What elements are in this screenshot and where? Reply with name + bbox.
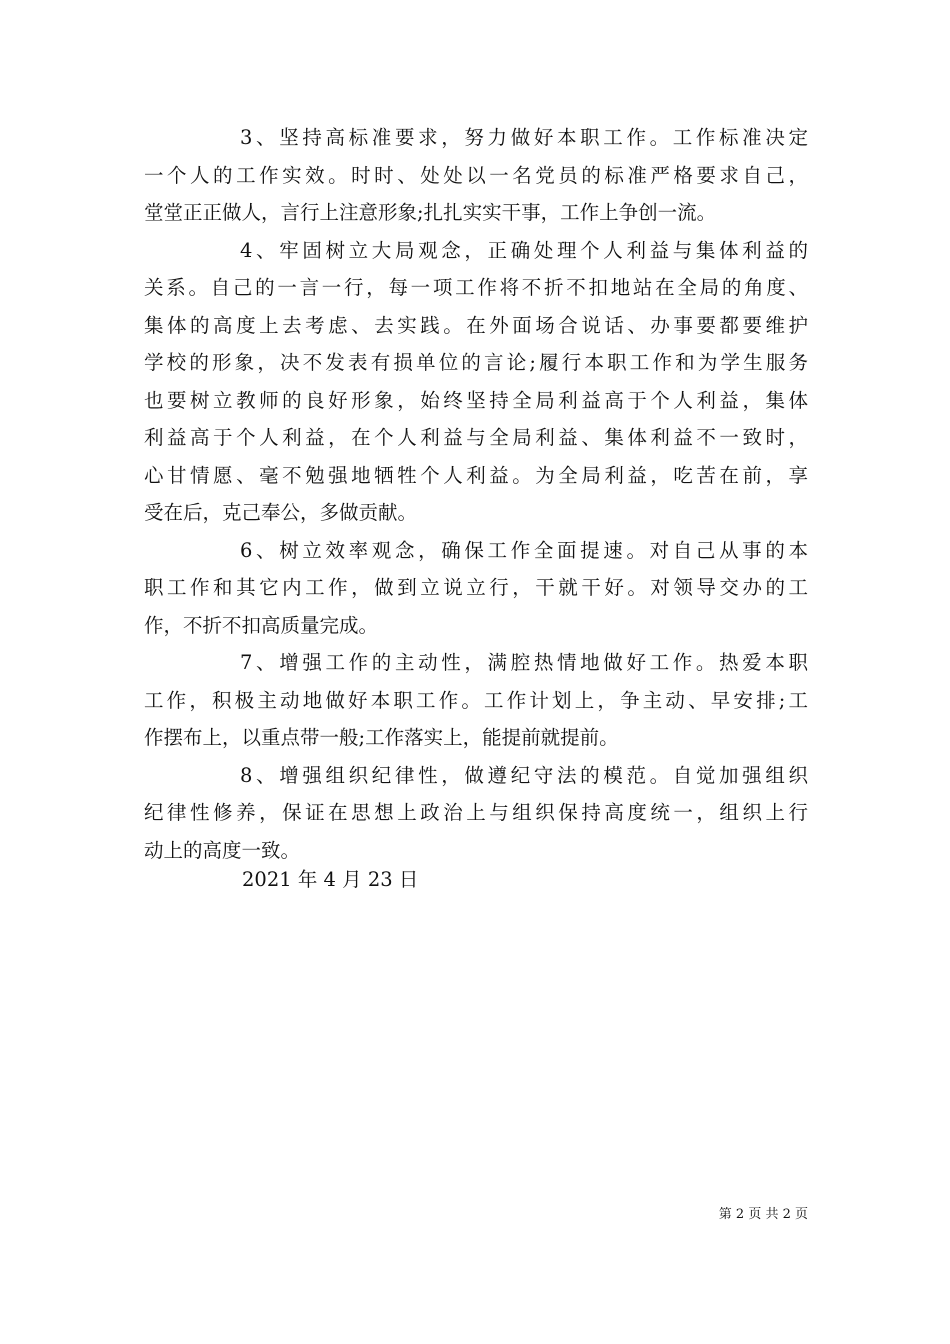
paragraph-line: 也要树立教师的良好形象，始终坚持全局利益高于个人利益，集体 [144,388,808,412]
paragraph-line: 职工作和其它内工作，做到立说立行，干就干好。对领导交办的工 [144,576,808,599]
paragraph-line: 作摆布上，以重点带一般;工作落实上，能提前就提前。 [144,726,619,749]
document-body [144,119,808,869]
paragraph-line: 4、牢固树立大局观念，正确处理个人利益与集体利益的 [240,238,808,262]
paragraph-line: 堂堂正正做人，言行上注意形象;扎扎实实干事，工作上争创一流。 [144,201,717,224]
paragraph-line: 3、坚持高标准要求，努力做好本职工作。工作标准决定 [240,126,808,149]
paragraph-line: 动上的高度一致。 [144,838,301,862]
paragraph-line: 作，不折不扣高质量完成。 [144,613,379,637]
paragraph-line: 8、增强组织纪律性，做遵纪守法的模范。自觉加强组织 [240,763,808,787]
paragraph-line: 集体的高度上去考虑、去实践。在外面场合说话、办事要都要维护 [144,313,808,337]
paragraph-line: 一个人的工作实效。时时、处处以一名党员的标准严格要求自己， [144,163,808,187]
paragraph-line: 利益高于个人利益，在个人利益与全局利益、集体利益不一致时， [144,426,808,449]
paragraph-line: 受在后，克己奉公，多做贡献。 [144,501,418,524]
paragraph-line: 关系。自己的一言一行，每一项工作将不折不扣地站在全局的角度、 [144,276,808,299]
paragraph-line: 纪律性修养，保证在思想上政治上与组织保持高度统一，组织上行 [144,801,808,824]
paragraph-line: 工作，积极主动地做好本职工作。工作计划上，争主动、早安排;工 [144,688,808,712]
document-date: 2021 年 4 月 23 日 [242,868,419,891]
page-number-footer: 第 2 页 共 2 页 [718,1207,808,1222]
paragraph-line: 6、树立效率观念，确保工作全面提速。对自己从事的本 [240,538,808,562]
paragraph-line: 学校的形象，决不发表有损单位的言论;履行本职工作和为学生服务 [144,351,808,374]
paragraph-line: 心甘情愿、毫不勉强地牺牲个人利益。为全局利益，吃苦在前，享 [144,463,808,487]
paragraph-line: 7、增强工作的主动性，满腔热情地做好工作。热爱本职 [240,651,808,674]
